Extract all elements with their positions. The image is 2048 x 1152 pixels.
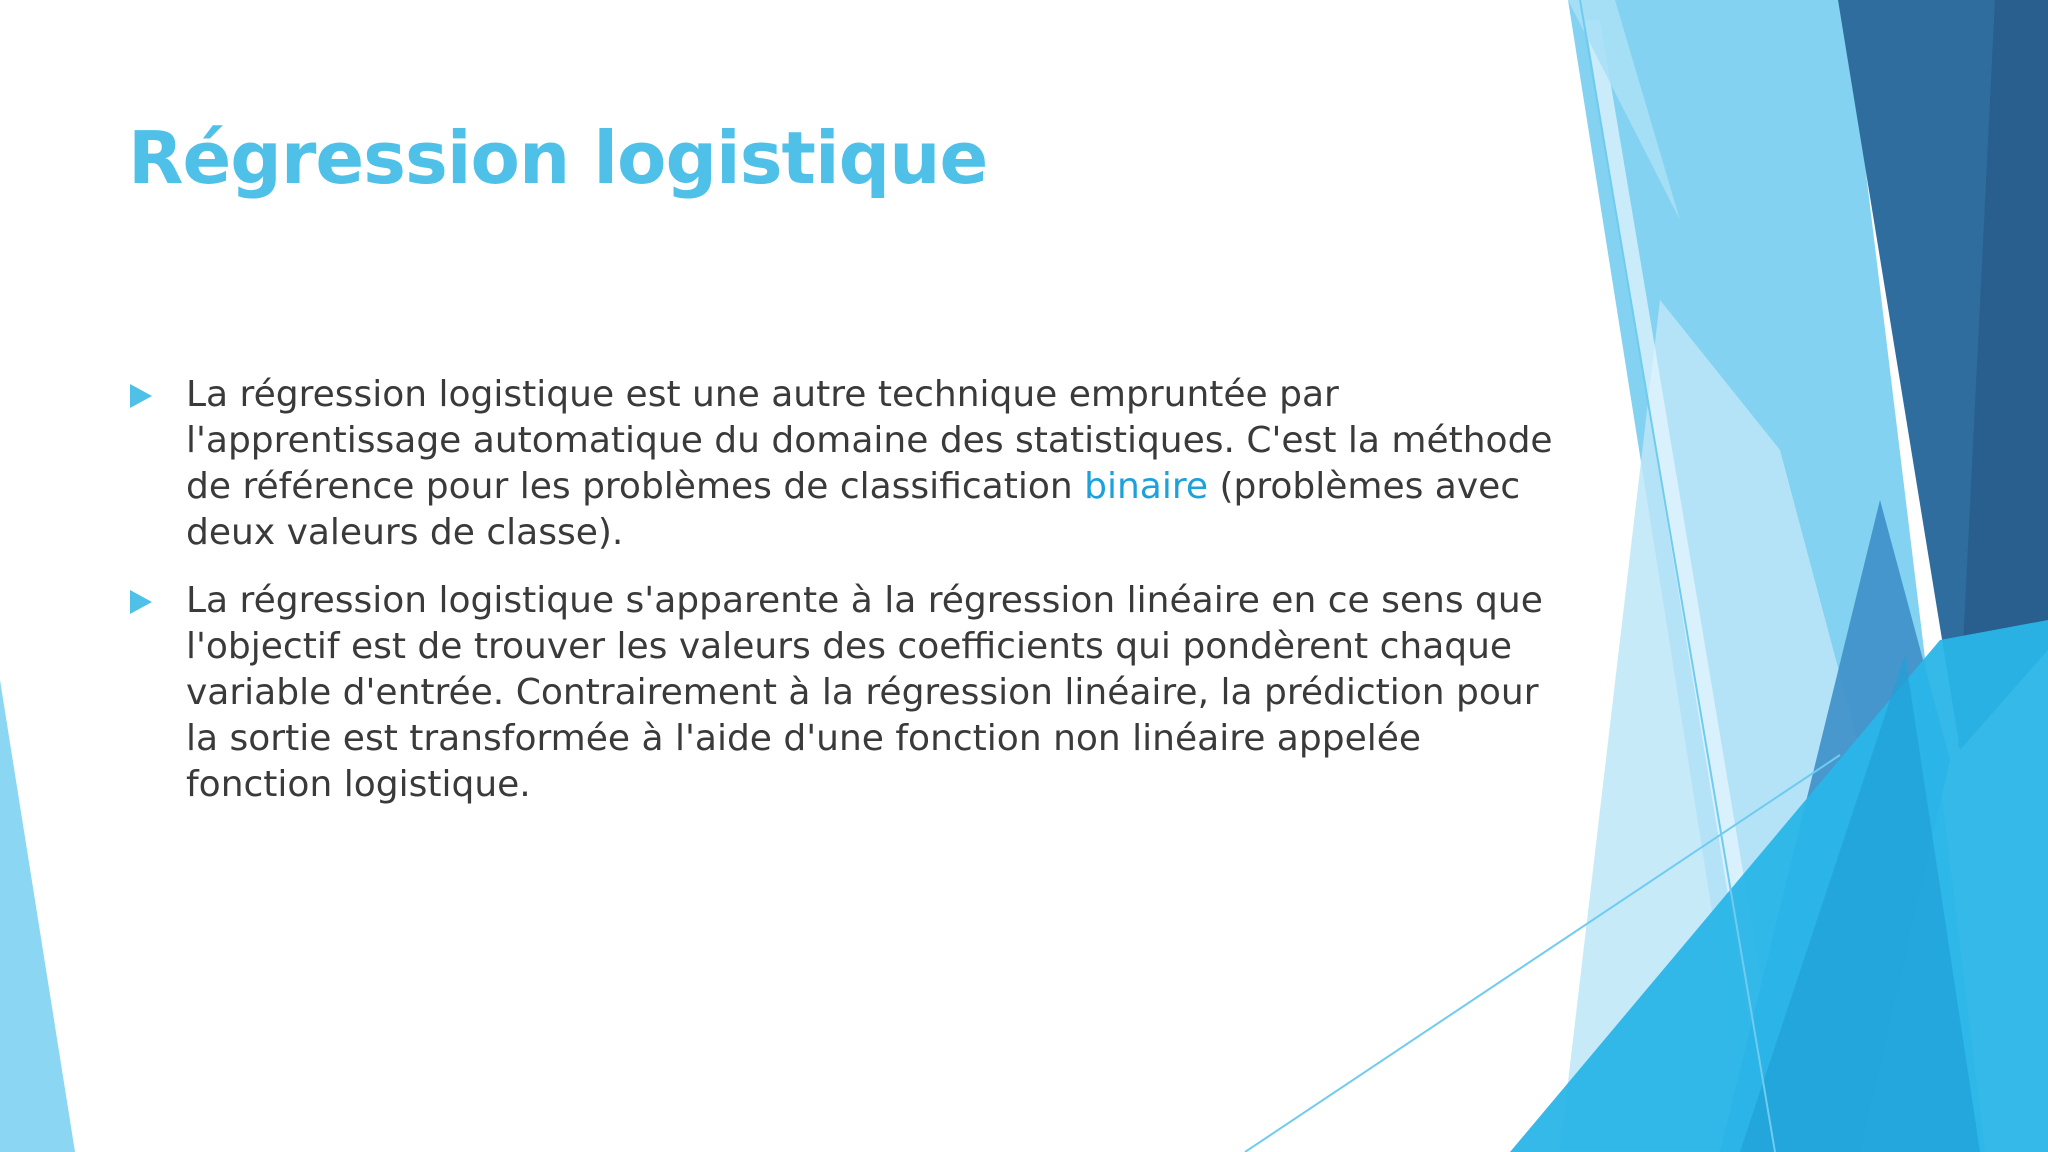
slide-title: Régression logistique	[128, 116, 988, 200]
bullet-item-logistic-function	[128, 578, 1568, 808]
bullet-text: La régression logistique s'apparente à la régression linéaire en ce sens que l'objectif est de trouver les valeurs des coefficients qui pondèrent chaque variable d'entrée. Contrairement à la régression linéaire, la prédiction pour la sortie est transformée à l'aide d'une fonction non linéaire appelée fonction logistique.	[186, 580, 1543, 805]
left-edge-facet	[0, 680, 75, 1152]
binaire-link[interactable]: binaire	[1084, 466, 1209, 507]
triangle-bullet-icon	[130, 384, 152, 408]
bullet-text-part-2: (problèmes avec deux valeurs de classe).	[186, 466, 1521, 553]
bullet-item-binary-classification	[128, 372, 1568, 556]
bullet-list	[128, 372, 1568, 830]
triangle-bullet-icon	[130, 590, 152, 614]
bullet-text-part-1: La régression logistique est une autre technique empruntée par l'apprentissage automatique du domaine des statistiques. C'est la méthode de référence pour les problèmes de classification	[186, 374, 1553, 507]
